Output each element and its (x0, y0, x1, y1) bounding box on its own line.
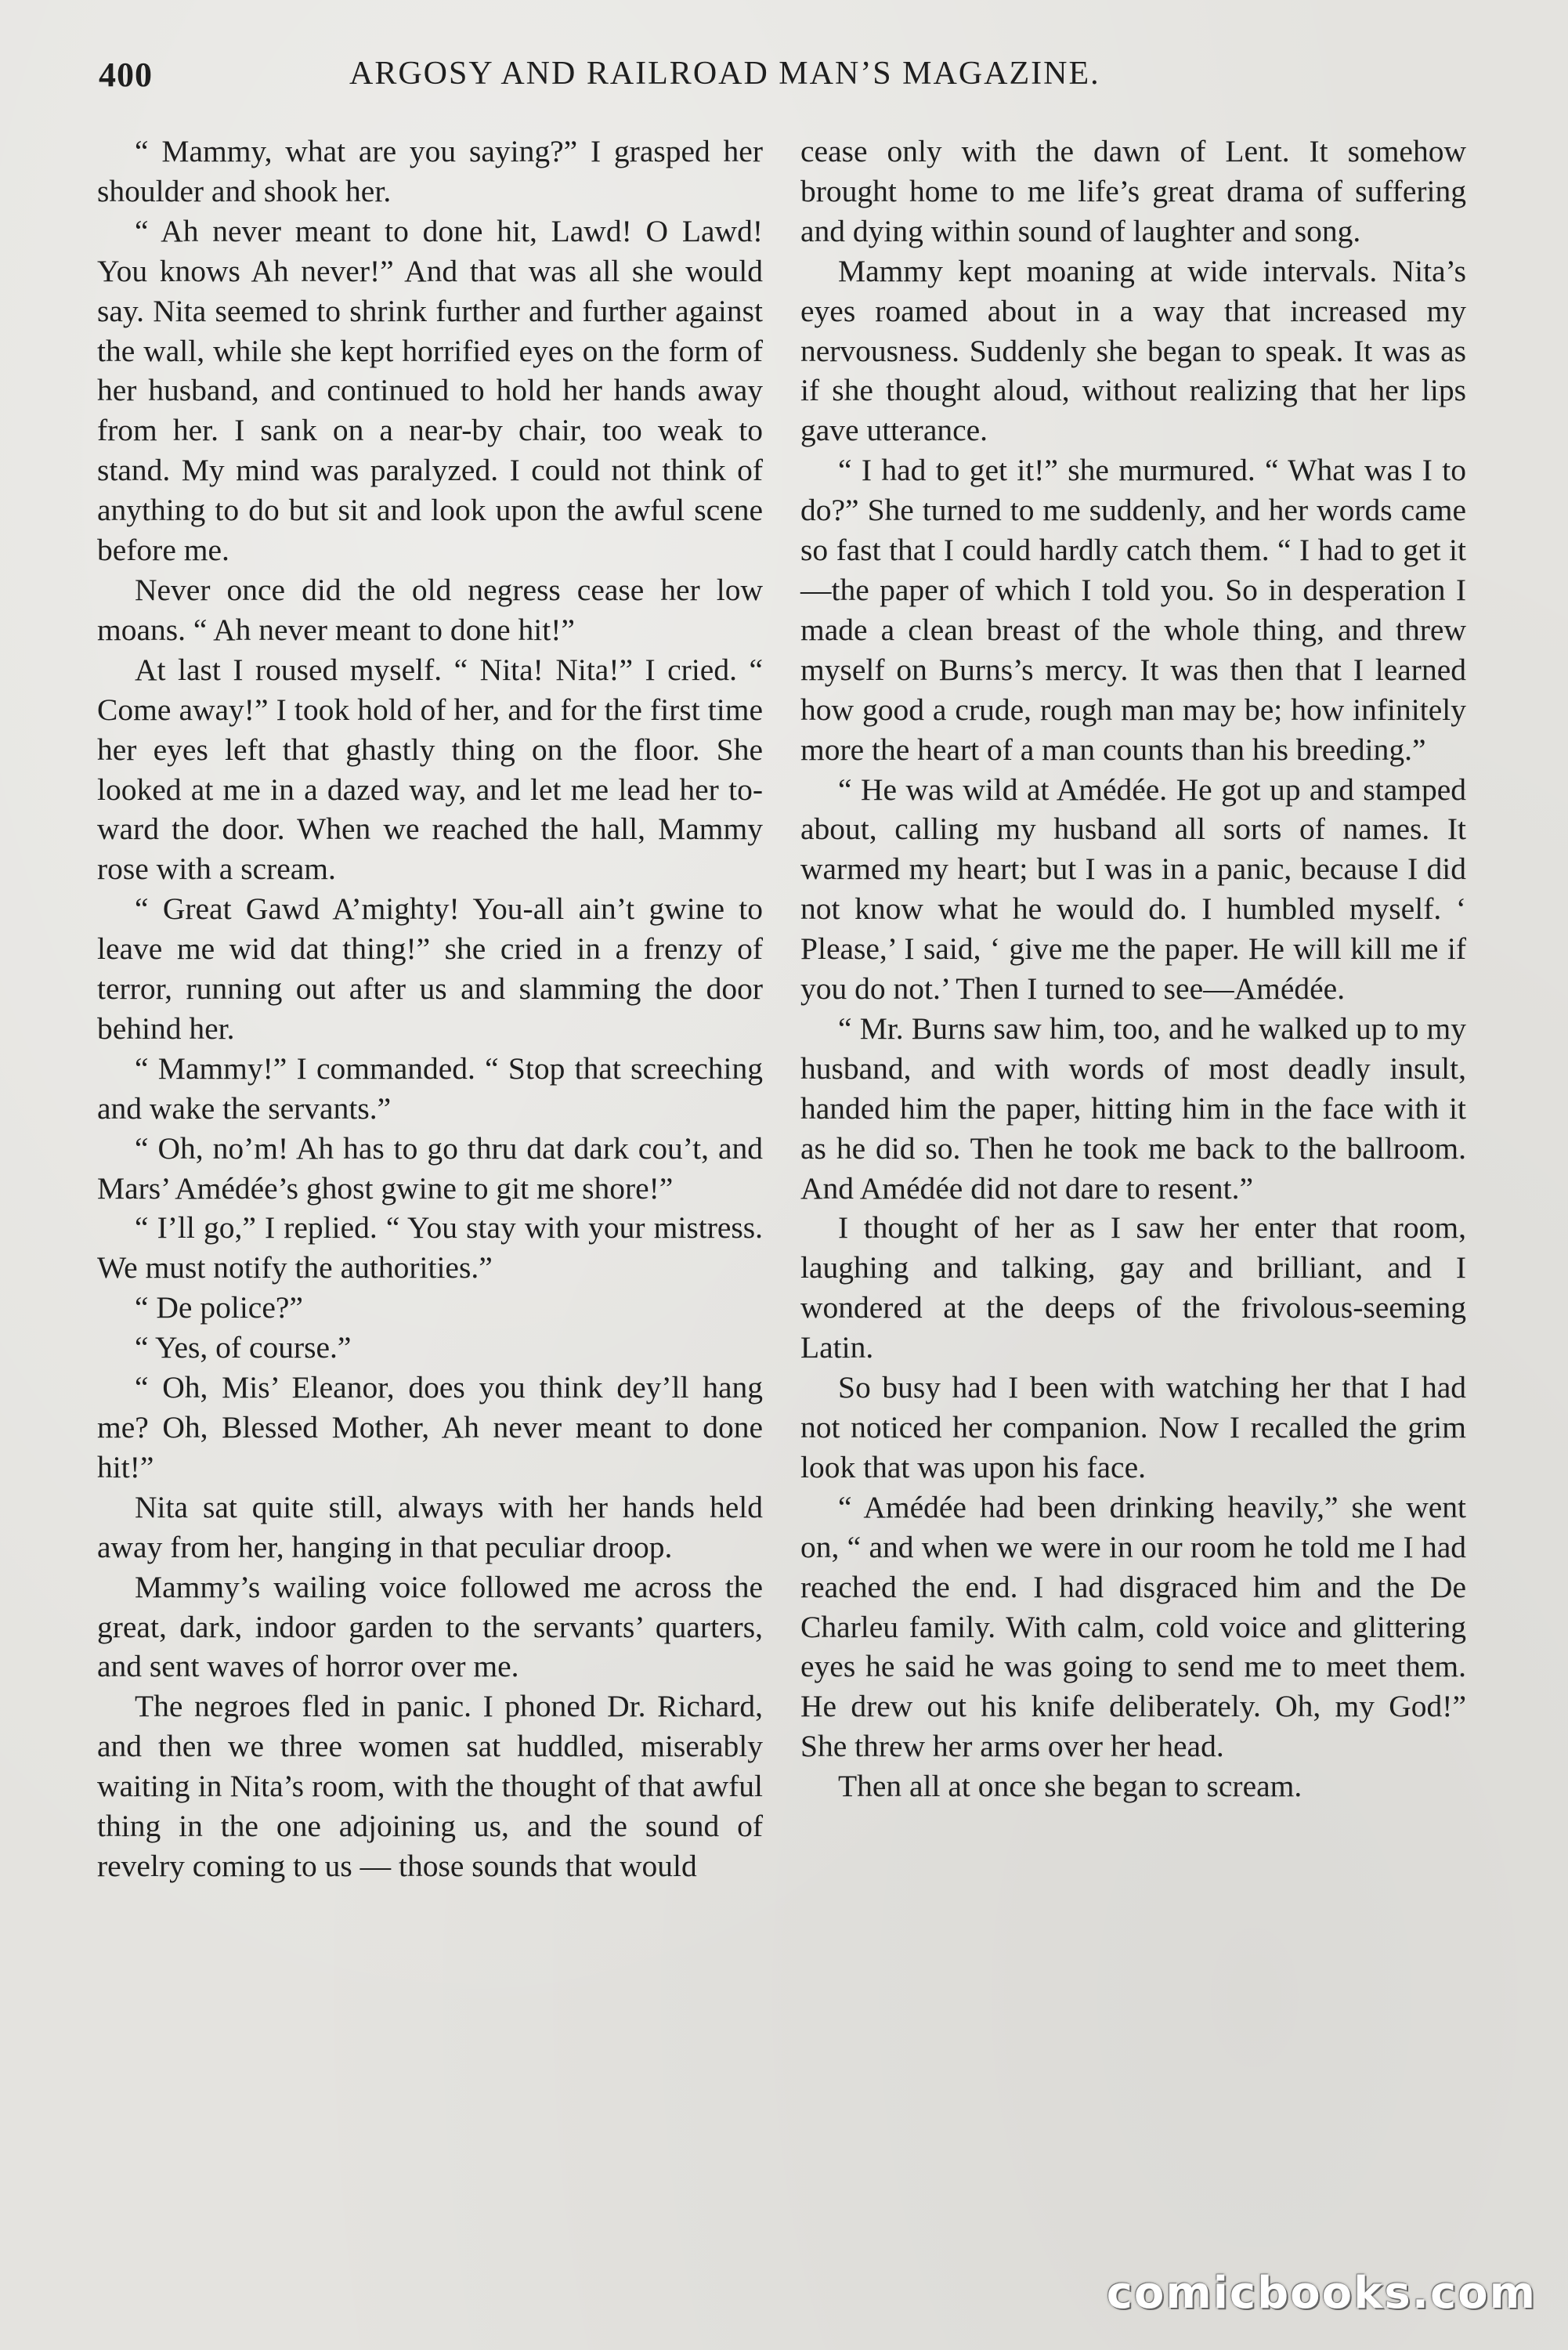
running-title: ARGOSY AND RAILROAD MAN’S MAGAZINE. (349, 56, 1100, 92)
page-number: 400 (99, 56, 153, 94)
watermark-logo: comicbooks.com (1106, 2268, 1537, 2319)
paragraph: “ Great Gawd A’mighty! You-all ain’t gwine to leave me wid dat thing!” she cried in a frenzy of terror, running out after us and slamming the door behind her. (97, 891, 763, 1046)
paragraph: “ Mammy!” I commanded. “ Stop that screeching and wake the servants.” (97, 1050, 763, 1126)
paragraph: “ He was wild at Amédée. He got up and stamped about, calling my husband all sorts of names. It warmed my heart; but I was in a panic, because I did not know what he would do. I humbled myself. ‘ Please,’ I said, ‘ give me the paper. He will kill me if you do not.’ Then I turned to see—Amédée. (800, 772, 1466, 1007)
paragraph: “ Oh, Mis’ Eleanor, does you think dey’ll hang me? Oh, Blessed Mother, Ah never meant to done hit!” (97, 1370, 763, 1484)
paragraph: Never once did the old negress cease her low moans. “ Ah never meant to done hit!” (97, 572, 763, 647)
paragraph: “ Mammy, what are you saying?” I grasped her shoulder and shook her. (97, 134, 763, 208)
page-header (99, 55, 1477, 118)
paragraph: cease only with the dawn of Lent. It somehow brought home to me life’s great drama of suffering and dying within sound of laughter and song. (800, 134, 1466, 248)
paragraph: So busy had I been with watching her that I had not noticed her companion. Now I recalled the grim look that was upon his face. (800, 1370, 1466, 1484)
paragraph: “ Mr. Burns saw him, too, and he walked up to my husband, and with words of most deadly insult, handed him the paper, hitting him in the face with it as he did so. Then he took me back to the ballroom. And Amédée did not dare to resent.” (800, 1010, 1466, 1206)
paragraph: “ Yes, of course.” (135, 1330, 352, 1365)
paragraph: “ Oh, no’m! Ah has to go thru dat dark cou’t, and Mars’ Amédée’s ghost gwine to git me shore!” (97, 1130, 763, 1206)
paragraph: “ Ah never meant to done hit, Lawd! O Lawd! You knows Ah never!” And that was all she would say. Nita seemed to shrink further and further against the wall, while she kept horrified eyes on the form of her husband, and continued to hold her hands away from her. I sank on a near-by chair, too weak to stand. My mind was paralyzed. I could not think of anything to do but sit and look upon the awful scene before me. (97, 213, 763, 568)
left-column (97, 132, 763, 1886)
paragraph: “ I’ll go,” I replied. “ You stay with your mistress. We must notify the authorities.” (97, 1210, 763, 1285)
paragraph: “ I had to get it!” she murmured. “ What was I to do?” She turned to me suddenly, and her words came so fast that I could hardly catch them. “ I had to get it—the paper of which I told you. So in desperation I made a clean breast of the whole thing, and threw myself on Burns’s mercy. It was then that I learned how good a crude, rough man may be; how infinitely more the heart of a man counts than his breeding.” (800, 453, 1466, 767)
right-column (800, 132, 1466, 1806)
paragraph: At last I roused myself. “ Nita! Nita!” I cried. “ Come away!” I took hold of her, and for the first time her eyes left that ghastly thing on the floor. She looked at me in a dazed way, and let me lead her toward the door. When we reached the hall, Mammy rose with a scream. (97, 652, 763, 887)
paragraph: Mammy kept moaning at wide intervals. Nita’s eyes roamed about in a way that increased my nervousness. Suddenly she began to speak. It was as if she thought aloud, without realizing that her lips gave utterance. (800, 253, 1466, 448)
paragraph: Nita sat quite still, always with her hands held away from her, hanging in that peculiar droop. (97, 1489, 763, 1564)
paragraph: The negroes fled in panic. I phoned Dr. Richard, and then we three women sat huddled, miserably waiting in Nita’s room, with the thought of that awful thing in the one adjoining us, and the sound of revelry coming to us — those sounds that would (97, 1689, 763, 1883)
paragraph: “ Amédée had been drinking heavily,” she went on, “ and when we were in our room he told me I had reached the end. I had disgraced him and the De Charleu family. With calm, cold voice and glittering eyes he said he was going to send me to meet them. He drew out his knife deliberately. Oh, my God!” She threw her arms over her head. (800, 1489, 1466, 1764)
paragraph: Mammy’s wailing voice followed me across the great, dark, indoor garden to the servants’ quarters, and sent waves of horror over me. (97, 1569, 763, 1684)
paragraph: Then all at once she began to scream. (838, 1769, 1302, 1804)
paragraph: I thought of her as I saw her enter that room, laughing and talking, gay and brilliant, and I wondered at the deeps of the frivolous-seeming Latin. (800, 1210, 1466, 1365)
paragraph: “ De police?” (135, 1290, 303, 1325)
